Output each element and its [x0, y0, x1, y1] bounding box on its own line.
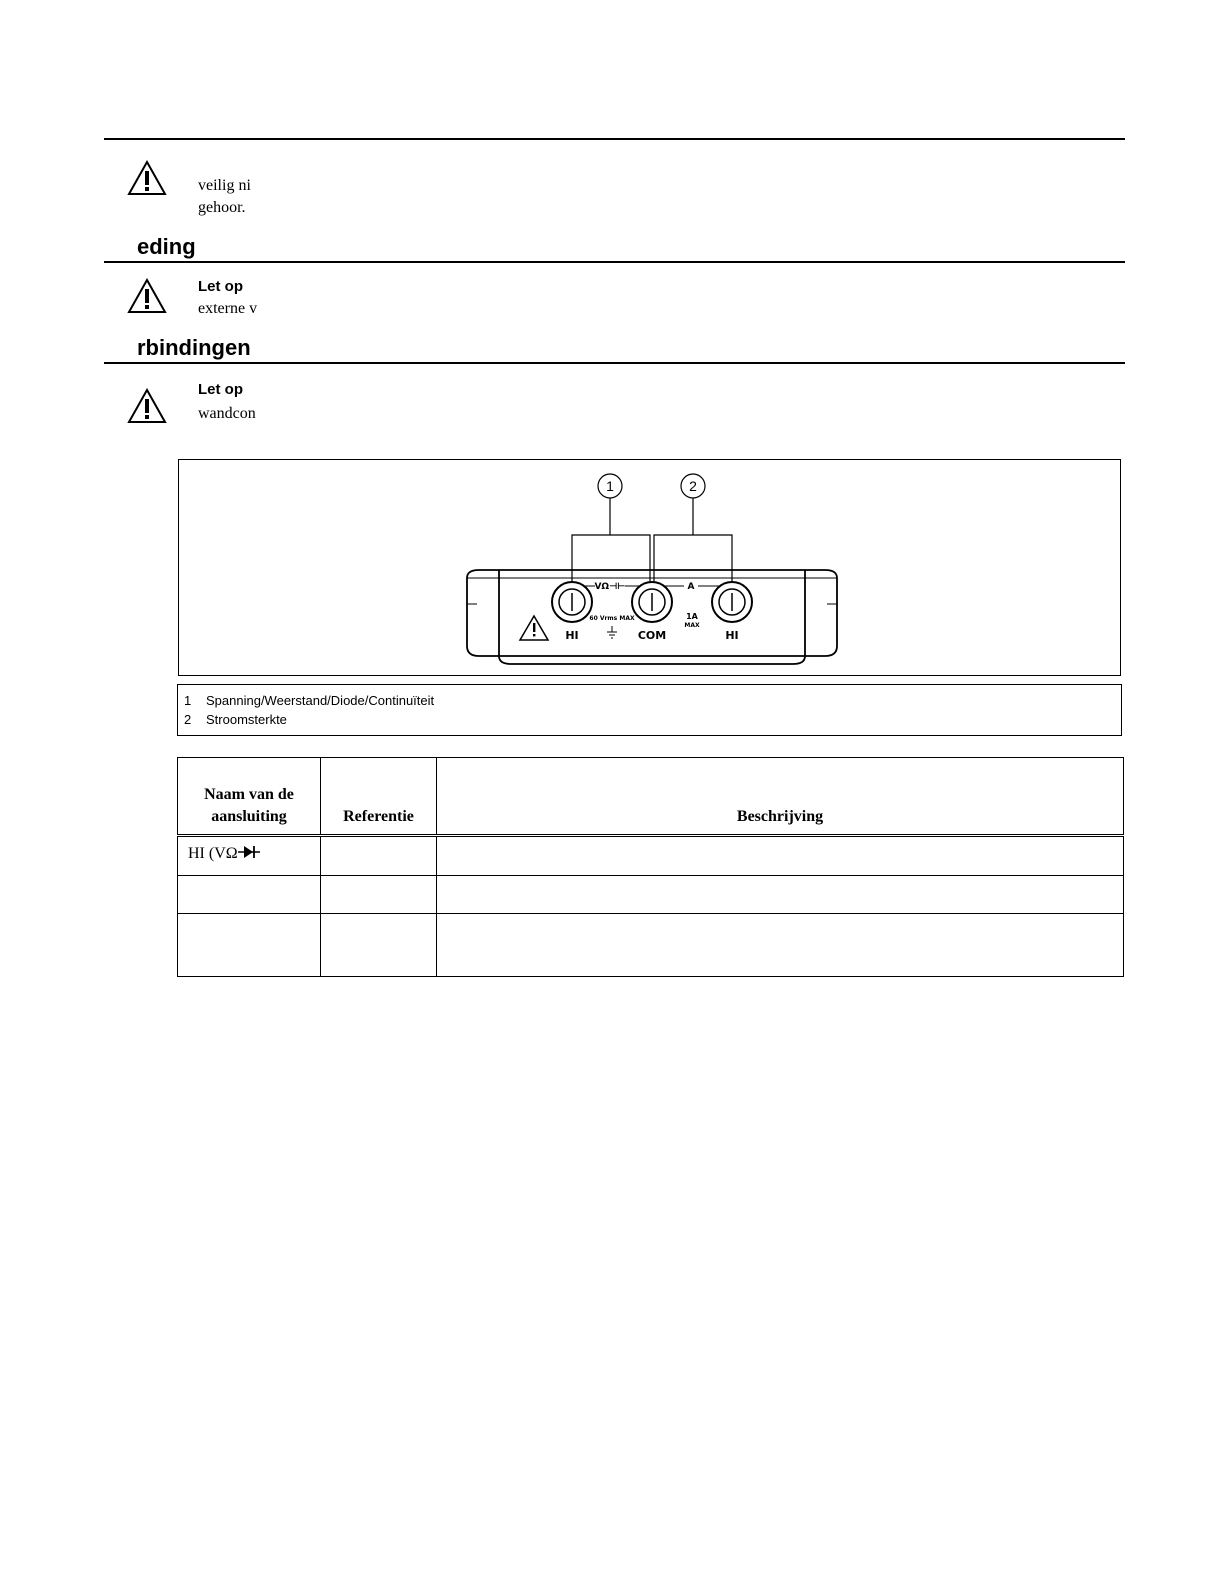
header-description: Beschrijving [437, 758, 1124, 836]
amp-label: A [687, 582, 695, 592]
callout-1 [598, 474, 622, 498]
legend-item [184, 711, 287, 729]
section3-heading: rbindingen [137, 335, 251, 360]
table-header-row [178, 758, 1124, 836]
header-terminal-name: Naam van de aansluiting [178, 758, 321, 836]
header-reference: Referentie [321, 758, 437, 836]
section2-rule [104, 261, 1125, 263]
svg-text:2: 2 [689, 478, 697, 494]
cell-reference [321, 836, 437, 876]
section2-heading: eding [137, 234, 196, 259]
cell-reference [321, 876, 437, 914]
section1-line1: veilig ni [198, 177, 251, 194]
table-row [178, 876, 1124, 914]
jack-hi-right [712, 582, 752, 622]
jack-hi-right-label: HI [725, 629, 739, 642]
svg-text:1: 1 [606, 478, 614, 494]
legend-text: Stroomsterkte [206, 712, 287, 727]
table-row [178, 914, 1124, 977]
warning-triangle-icon [127, 278, 167, 314]
jack-com-label: COM [637, 629, 667, 642]
device-warning-icon [520, 616, 548, 640]
cell-terminal-name: HI (VΩ [178, 836, 321, 876]
warning-triangle-icon [127, 160, 167, 196]
terminal-table [177, 757, 1124, 977]
section3-text: wandcon [198, 405, 256, 422]
section2-text: externe v [198, 300, 258, 317]
warning-triangle-icon [127, 388, 167, 424]
legend-text: Spanning/Weerstand/Diode/Continuïteit [206, 693, 435, 708]
callout-2 [681, 474, 705, 498]
jack-hi-left-label: HI [565, 629, 579, 642]
cell-terminal-name [178, 914, 321, 977]
terminal-diagram [179, 460, 1122, 677]
table-row [178, 836, 1124, 876]
section3-rule [104, 362, 1125, 364]
amp-rating-value: 1A [686, 612, 698, 621]
cell-terminal-name [178, 876, 321, 914]
section1-line2: gehoor. [198, 199, 246, 216]
jack-com [632, 582, 672, 622]
amp-rating-max: MAX [684, 622, 700, 629]
com-rating-label: 60 Vrms MAX [589, 615, 635, 622]
voltage-label: VΩ⊣⊢ [594, 582, 626, 592]
legend-number: 1 [184, 693, 192, 708]
cell-description [437, 876, 1124, 914]
legend-number: 2 [184, 712, 192, 727]
section3-caution-label: Let op [198, 381, 243, 398]
cell-description [437, 914, 1124, 977]
cell-description [437, 836, 1124, 876]
figure-legend [177, 684, 1122, 736]
jack-hi-left [552, 582, 592, 622]
cell-reference [321, 914, 437, 977]
diode-icon [238, 845, 260, 859]
ground-icon [607, 626, 617, 638]
legend-item [184, 692, 434, 710]
section2-caution-label: Let op [198, 278, 243, 295]
terminal-figure [178, 459, 1121, 676]
top-rule [104, 138, 1125, 140]
